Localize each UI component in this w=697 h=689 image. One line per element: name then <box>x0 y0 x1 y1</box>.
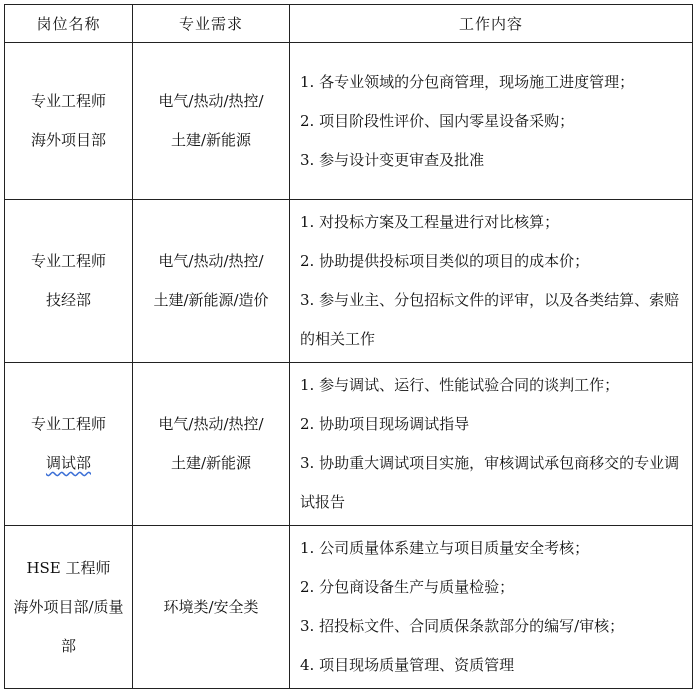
work-item: 2. 协助提供投标项目类似的项目的成本价； <box>300 252 590 270</box>
header-work: 工作内容 <box>290 5 693 43</box>
table-row <box>5 363 693 526</box>
position-title: 专业工程师 <box>30 92 106 110</box>
work-item: 3. 协助重大调试项目实施，审核调试承包商移交的专业调试报告 <box>300 454 680 511</box>
table-header-row <box>5 5 693 43</box>
position-dept-wrap <box>5 444 132 483</box>
position-dept: 调试部 <box>45 454 91 472</box>
position-title: 专业工程师 <box>30 252 106 270</box>
work-item: 2. 协助项目现场调试指导 <box>300 415 470 433</box>
position-cell <box>5 363 133 526</box>
requirement-cell <box>133 43 290 200</box>
position-dept: 技经部 <box>45 291 91 309</box>
requirement-line: 电气/热动/热控/ <box>158 415 264 433</box>
requirement-line: 土建/新能源/造价 <box>153 291 269 309</box>
work-cell <box>290 43 693 200</box>
work-item: 3. 参与设计变更审查及批准 <box>300 150 485 169</box>
position-dept: 海外项目部/质量部 <box>13 597 124 655</box>
position-title: HSE 工程师 <box>26 558 111 577</box>
position-cell <box>5 43 133 200</box>
requirement-cell <box>133 363 290 526</box>
work-item: 2. 项目阶段性评价、国内零星设备采购； <box>300 111 575 130</box>
work-cell <box>290 526 693 689</box>
work-cell <box>290 363 693 526</box>
requirement-line: 电气/热动/热控/ <box>158 252 264 270</box>
position-cell <box>5 200 133 363</box>
work-cell <box>290 200 693 363</box>
requirement-cell <box>133 200 290 363</box>
header-position: 岗位名称 <box>5 5 133 43</box>
position-dept: 海外项目部 <box>30 131 106 149</box>
work-item: 4. 项目现场质量管理、资质管理 <box>300 656 515 674</box>
work-item: 3. 招投标文件、合同质保条款部分的编写/审核； <box>300 617 625 635</box>
requirement-cell <box>133 526 290 689</box>
job-table <box>4 4 693 689</box>
requirement-line: 电气/热动/热控/ <box>158 92 264 110</box>
requirement-line: 土建/新能源 <box>170 454 252 472</box>
work-item: 1. 参与调试、运行、性能试验合同的谈判工作； <box>300 376 620 394</box>
requirement-line: 环境类/安全类 <box>163 597 259 616</box>
table-row <box>5 43 693 200</box>
table-row <box>5 526 693 689</box>
header-requirement: 专业需求 <box>133 5 290 43</box>
work-item: 2. 分包商设备生产与质量检验； <box>300 578 515 596</box>
work-item: 1. 各专业领域的分包商管理，现场施工进度管理； <box>300 72 635 91</box>
work-item: 3. 参与业主、分包招标文件的评审，以及各类结算、索赔的相关工作 <box>300 291 680 348</box>
position-cell <box>5 526 133 689</box>
position-title: 专业工程师 <box>30 415 106 433</box>
work-item: 1. 公司质量体系建立与项目质量安全考核； <box>300 539 590 557</box>
requirement-line: 土建/新能源 <box>170 131 252 149</box>
work-item: 1. 对投标方案及工程量进行对比核算； <box>300 213 560 231</box>
table-row <box>5 200 693 363</box>
